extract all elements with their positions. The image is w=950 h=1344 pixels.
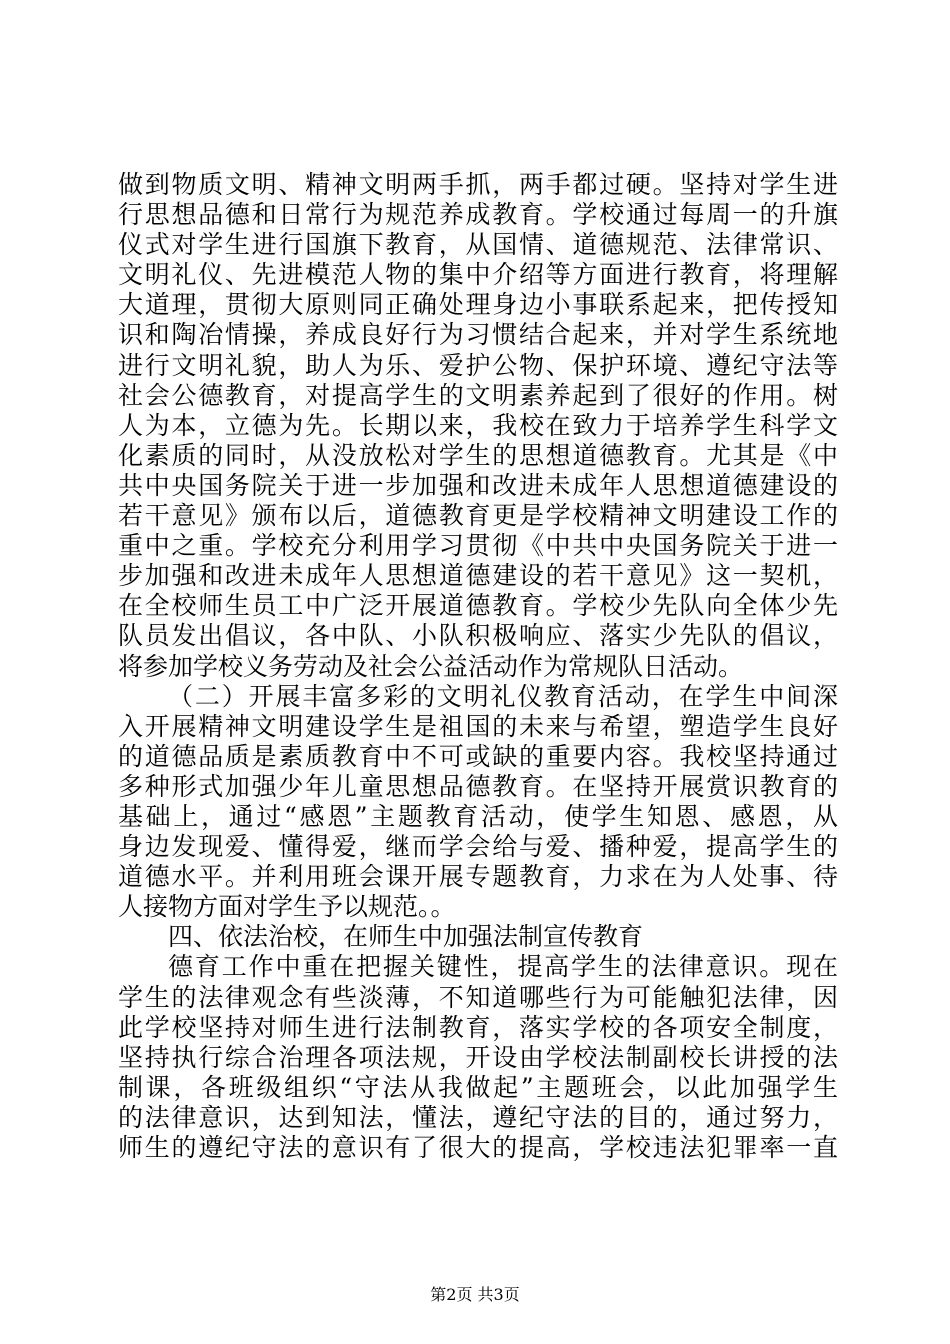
text-line: 师生的遵纪守法的意识有了很大的提高，学校违法犯罪率一直 <box>118 1133 838 1162</box>
text-line: 化素质的同时，从没放松对学生的思想道德教育。尤其是《中 <box>118 440 838 470</box>
page-number-footer: 第2页 共3页 <box>430 1285 520 1304</box>
text-line: 重中之重。学校充分利用学习贯彻《中共中央国务院关于进一 <box>118 531 838 561</box>
section-heading: 四、依法治校，在师生中加强法制宣传教育 <box>168 922 644 952</box>
text-line: 将参加学校义务劳动及社会公益活动作为常规队日活动。 <box>118 651 744 681</box>
text-line: 行思想品德和日常行为规范养成教育。学校通过每周一的升旗 <box>118 200 838 230</box>
text-line: 的法律意识，达到知法，懂法，遵纪守法的目的，通过努力， <box>118 1102 838 1132</box>
text-line: 在全校师生员工中广泛开展道德教育。学校少先队向全体少先 <box>118 591 838 621</box>
text-line: 基础上，通过“感恩”主题教育活动，使学生知恩、感恩，从 <box>118 801 838 831</box>
paragraph-first-line: 德育工作中重在把握关键性，提高学生的法律意识。现在 <box>168 952 838 982</box>
text-line: 此学校坚持对师生进行法制教育，落实学校的各项安全制度， <box>118 1012 838 1042</box>
text-line: 的道德品质是素质教育中不可或缺的重要内容。我校坚持通过 <box>118 741 838 771</box>
document-body <box>118 170 838 1163</box>
text-line: 社会公德教育，对提高学生的文明素养起到了很好的作用。树 <box>118 380 838 410</box>
text-line: 坚持执行综合治理各项法规，开设由学校法制副校长讲授的法 <box>118 1042 838 1072</box>
text-line: 共中央国务院关于进一步加强和改进未成年人思想道德建设的 <box>118 470 838 500</box>
text-line: 队员发出倡议，各中队、小队积极响应、落实少先队的倡议， <box>118 621 838 651</box>
text-line: 道德水平。并利用班会课开展专题教育，力求在为人处事、待 <box>118 862 838 892</box>
text-line: 大道理，贯彻大原则同正确处理身边小事联系起来，把传授知 <box>118 290 838 320</box>
text-line: 仪式对学生进行国旗下教育，从国情、道德规范、法律常识、 <box>118 230 838 260</box>
text-line: 做到物质文明、精神文明两手抓，两手都过硬。坚持对学生进 <box>118 170 838 199</box>
text-line: 步加强和改进未成年人思想道德建设的若干意见》这一契机， <box>118 561 838 591</box>
text-line: 若干意见》颁布以后，道德教育更是学校精神文明建设工作的 <box>118 501 838 531</box>
text-line: 制课，各班级组织“守法从我做起”主题班会，以此加强学生 <box>118 1072 838 1102</box>
paragraph-first-line: （二）开展丰富多彩的文明礼仪教育活动，在学生中间深 <box>168 681 838 711</box>
text-line: 进行文明礼貌，助人为乐、爱护公物、保护环境、遵纪守法等 <box>118 350 838 380</box>
text-line: 身边发现爱、懂得爱，继而学会给与爱、播种爱，提高学生的 <box>118 832 838 862</box>
text-line: 入开展精神文明建设学生是祖国的未来与希望，塑造学生良好 <box>118 711 838 741</box>
text-line: 文明礼仪、先进模范人物的集中介绍等方面进行教育，将理解 <box>118 260 838 290</box>
text-line: 识和陶冶情操，养成良好行为习惯结合起来，并对学生系统地 <box>118 320 838 350</box>
text-line: 人为本，立德为先。长期以来，我校在致力于培养学生科学文 <box>118 410 838 440</box>
text-line: 学生的法律观念有些淡薄，不知道哪些行为可能触犯法律，因 <box>118 982 838 1012</box>
text-line: 人接物方面对学生予以规范。。 <box>118 892 456 922</box>
text-line: 多种形式加强少年儿童思想品德教育。在坚持开展赏识教育的 <box>118 771 838 801</box>
